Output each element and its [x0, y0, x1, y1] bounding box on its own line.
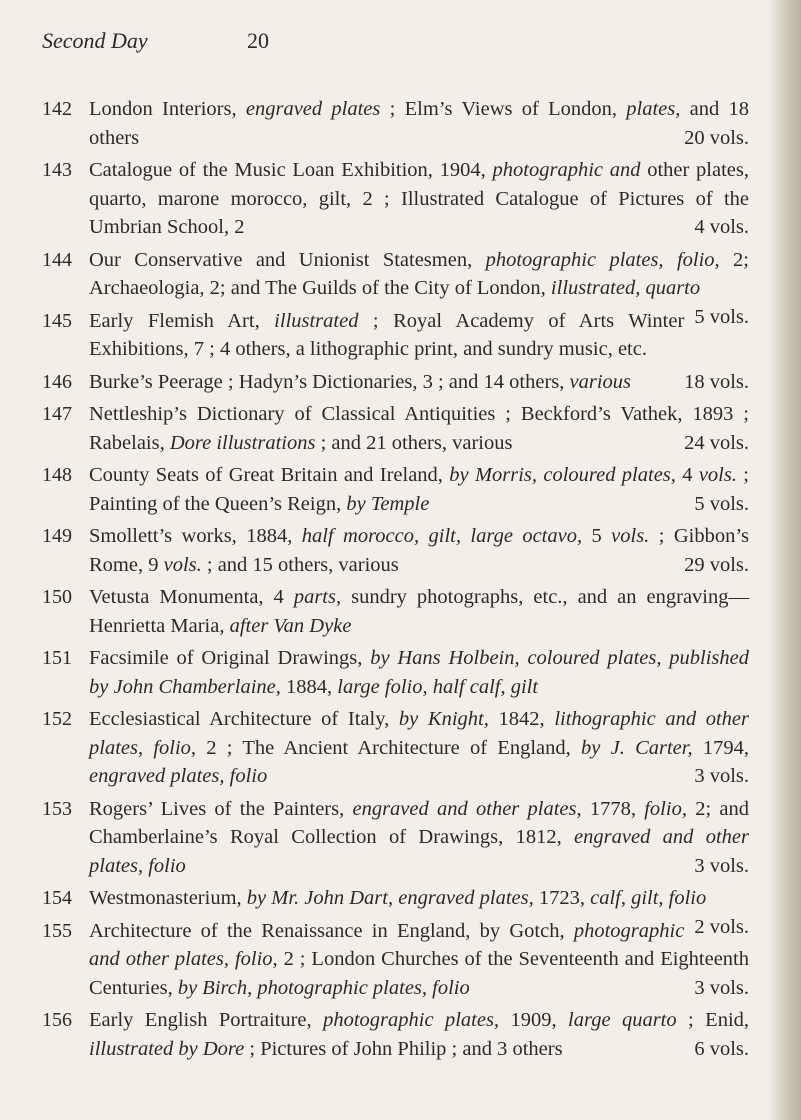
lot-volumes: 18 vols.	[684, 370, 749, 393]
italic-text: by Knight,	[398, 708, 489, 730]
lot-number: 155	[42, 919, 72, 942]
italic-text: by Temple	[346, 492, 430, 515]
lot-entry	[0, 917, 801, 1003]
text-run: Nettleship’s Dictionary of Classical Antiquities ; Beckford’s Vathek, 1893 ; Rabelais,	[89, 403, 749, 454]
page-header	[0, 28, 801, 58]
text-run: Vetusta Monumenta, 4	[89, 586, 294, 608]
lot-volumes: 29 vols.	[684, 553, 749, 576]
italic-text: by J. Carter,	[581, 736, 693, 759]
lot-list	[0, 95, 801, 1067]
text-run: Ecclesiastical Architecture of Italy,	[89, 708, 399, 730]
lot-entry	[0, 795, 801, 881]
text-run: Rogers’ Lives of the Painters,	[89, 797, 353, 820]
lot-description	[89, 307, 749, 364]
lot-number: 146	[42, 370, 72, 393]
italic-text: large folio, half calf, gilt	[337, 675, 539, 698]
text-run: 1723,	[533, 887, 591, 909]
italic-text: vols.	[163, 553, 202, 576]
lot-number: 144	[42, 248, 72, 271]
italic-text: by Mr. John Dart, engraved plates,	[246, 887, 534, 909]
lot-entry	[0, 156, 801, 242]
italic-text: photographic and	[492, 159, 641, 181]
page-edge-shadow	[767, 0, 801, 1120]
italic-text: illustrated, quarto	[550, 277, 701, 299]
text-run: other plates, quarto, marone morocco, gilt, 2 ; Illustrated Catalogue of Pictures of the Umbrian School, 2	[89, 159, 749, 238]
text-run: ; and 21 others, various	[315, 431, 513, 454]
lot-description	[89, 705, 749, 791]
text-run: Smollett’s works, 1884,	[89, 525, 302, 547]
lot-volumes: 4 vols.	[694, 216, 749, 238]
lot-number: 148	[42, 464, 72, 486]
lot-number: 142	[42, 98, 72, 120]
text-run: 2; Archaeologia, 2; and The Guilds of the City of London,	[89, 248, 750, 299]
italic-text: half morocco, gilt, large octavo,	[301, 525, 583, 547]
lot-entry	[0, 705, 801, 791]
lot-number: 150	[42, 586, 72, 608]
text-run: 5	[582, 525, 612, 547]
lot-volumes: 6 vols.	[694, 1037, 749, 1060]
text-run: and 18 others	[89, 98, 749, 149]
italic-text: parts,	[293, 586, 342, 608]
text-run: ; Painting of the Queen’s Reign,	[89, 464, 749, 515]
italic-text: various	[569, 370, 631, 393]
text-run: 2; and Chamberlaine’s Royal Collection of Drawings, 1812,	[89, 797, 749, 848]
lot-description	[89, 368, 749, 397]
text-run: ; Gibbon’s Rome, 9	[89, 525, 749, 576]
lot-volumes: 3 vols.	[694, 976, 749, 999]
lot-description	[89, 644, 749, 701]
italic-text: large quarto	[568, 1009, 677, 1031]
text-run: 2 ; London Churches of the Seventeenth and Eighteenth Centuries,	[89, 948, 749, 999]
text-run: 1842,	[488, 708, 555, 730]
lot-entry	[0, 307, 801, 364]
lot-volumes: 3 vols.	[694, 854, 749, 877]
text-run: Catalogue of the Music Loan Exhibition, 1904,	[89, 159, 493, 181]
lot-description	[89, 95, 749, 152]
lot-entry	[0, 368, 801, 397]
lot-entry	[0, 1006, 801, 1063]
text-run: Early English Portraiture,	[89, 1009, 324, 1031]
lot-number: 152	[42, 708, 72, 730]
lot-number: 145	[42, 309, 72, 332]
italic-text: engraved plates	[245, 98, 381, 120]
italic-text: vols.	[611, 525, 650, 547]
text-run: 1884,	[280, 675, 338, 698]
lot-volumes: 20 vols.	[684, 126, 749, 149]
italic-text: vols.	[698, 464, 737, 486]
italic-text: illustrated	[274, 309, 359, 332]
lot-number: 154	[42, 887, 72, 909]
text-run: ; Enid,	[676, 1009, 750, 1031]
text-run: Burke’s Peerage ; Hadyn’s Dictionaries, 3 ; and 14 others,	[89, 370, 570, 393]
page-number: 20	[247, 28, 269, 53]
italic-text: after Van Dyke	[229, 614, 352, 637]
italic-text: by Birch, photographic plates, folio	[177, 976, 470, 999]
lot-description	[89, 917, 749, 1003]
lot-number: 153	[42, 797, 72, 820]
lot-entry	[0, 644, 801, 701]
text-run: 2 ; The Ancient Architecture of England,	[196, 736, 582, 759]
lot-number: 156	[42, 1009, 72, 1031]
day-label: Second Day	[42, 28, 148, 53]
lot-description	[89, 522, 749, 579]
text-run: London Interiors,	[89, 98, 246, 120]
text-run: 1909,	[499, 1009, 569, 1031]
lot-entry	[0, 461, 801, 518]
lot-number: 151	[42, 647, 72, 669]
lot-description	[89, 1006, 749, 1063]
italic-text: lithographic and other plates, folio,	[89, 708, 750, 759]
italic-text: engraved and other plates,	[352, 797, 582, 820]
lot-entry	[0, 400, 801, 457]
text-run: ; Royal Academy of Arts Winter Exhibitions, 7 ; 4 others, a lithographic print, and sundry music, etc.	[89, 309, 685, 360]
italic-text: photographic plates, folio,	[485, 248, 720, 271]
lot-volumes: 2 vols.	[694, 915, 749, 938]
italic-text: engraved and other plates, folio	[89, 826, 750, 877]
italic-text: by Morris, coloured plates,	[449, 464, 676, 486]
italic-text: folio,	[644, 797, 687, 820]
lot-number: 147	[42, 403, 72, 425]
lot-volumes: 24 vols.	[684, 431, 749, 454]
lot-entry	[0, 522, 801, 579]
text-run: ; and 15 others, various	[201, 553, 399, 576]
text-run: Early Flemish Art,	[89, 309, 275, 332]
italic-text: photographic plates,	[323, 1009, 500, 1031]
text-run: Westmonasterium,	[89, 887, 247, 909]
italic-text: Dore illustrations	[169, 431, 316, 454]
italic-text: calf, gilt, folio	[590, 887, 707, 909]
italic-text: engraved plates, folio	[89, 765, 268, 787]
text-run: Facsimile of Original Drawings,	[89, 647, 371, 669]
lot-description	[89, 795, 749, 881]
text-run: Our Conservative and Unionist Statesmen,	[89, 248, 486, 271]
lot-volumes: 3 vols.	[694, 765, 749, 787]
text-run: Architecture of the Renaissance in England, by Gotch,	[89, 919, 574, 942]
lot-entry	[0, 583, 801, 640]
lot-entry	[0, 95, 801, 152]
text-run: 4	[675, 464, 699, 486]
text-run: 1778,	[581, 797, 645, 820]
lot-description	[89, 400, 749, 457]
italic-text: plates,	[626, 98, 681, 120]
lot-number: 143	[42, 159, 72, 181]
text-run: ; Elm’s Views of London,	[380, 98, 627, 120]
lot-volumes: 5 vols.	[694, 492, 749, 515]
italic-text: illustrated by Dore	[89, 1037, 245, 1060]
lot-description	[89, 156, 749, 242]
text-run: sundry photographs, etc., and an engraving—Henrietta Maria,	[89, 586, 750, 637]
italic-text: photographic and other plates, folio,	[89, 919, 685, 970]
lot-description	[89, 461, 749, 518]
lot-number: 149	[42, 525, 72, 547]
text-run: County Seats of Great Britain and Ireland,	[89, 464, 450, 486]
italic-text: by Hans Holbein, coloured plates, published by John Chamberlaine,	[89, 647, 749, 698]
text-run: ; Pictures of John Philip ; and 3 others	[244, 1037, 563, 1060]
lot-description	[89, 583, 749, 640]
text-run: 1794,	[692, 736, 749, 759]
lot-volumes: 5 vols.	[694, 305, 749, 328]
